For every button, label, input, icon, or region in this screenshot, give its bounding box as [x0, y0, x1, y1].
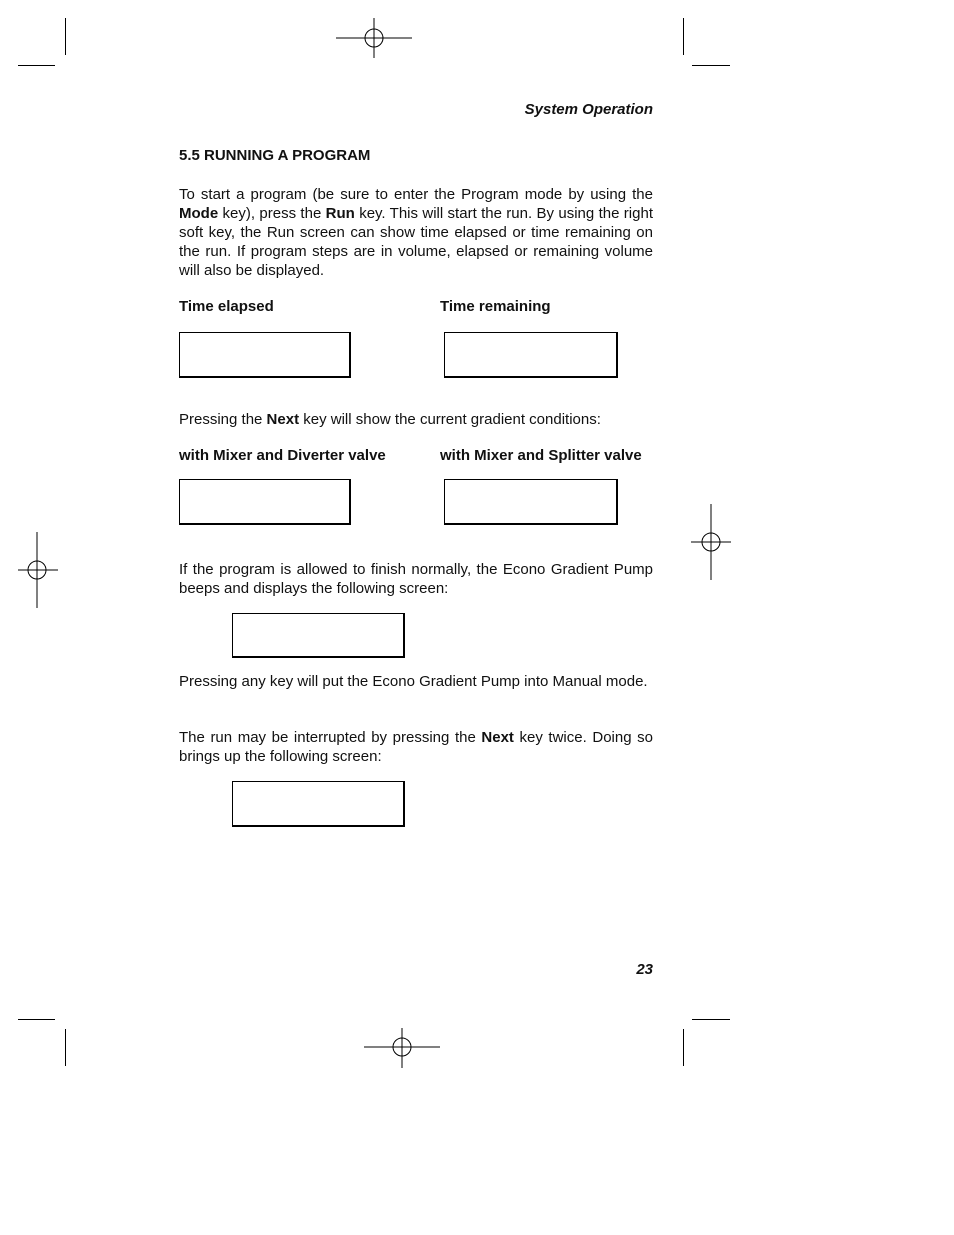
crop-mark — [18, 1019, 55, 1020]
run-interrupted-screen — [232, 781, 405, 827]
registration-mark-icon — [364, 1028, 440, 1068]
page-number: 23 — [636, 961, 653, 978]
crop-mark — [65, 1029, 66, 1066]
registration-mark-icon — [691, 504, 731, 580]
time-remaining-screen — [444, 332, 618, 378]
interrupt-paragraph: The run may be interrupted by pressing the Next key twice. Doing so brings up the following screen: — [179, 729, 653, 765]
crop-mark — [692, 1019, 730, 1020]
running-header: System Operation — [524, 101, 653, 118]
next-key: Next — [266, 411, 300, 428]
program-finished-screen — [232, 613, 405, 658]
mixer-diverter-screen — [179, 479, 351, 525]
next-key-paragraph: Pressing the Next key will show the current gradient conditions: — [179, 411, 601, 428]
crop-mark — [692, 65, 730, 66]
time-elapsed-label: Time elapsed — [179, 298, 274, 315]
mixer-splitter-screen — [444, 479, 618, 525]
time-elapsed-screen — [179, 332, 351, 378]
next-key: Next — [481, 729, 514, 746]
registration-mark-icon — [336, 18, 412, 58]
run-key: Run — [325, 205, 355, 222]
crop-mark — [683, 18, 684, 55]
crop-mark — [683, 1029, 684, 1066]
crop-mark — [18, 65, 55, 66]
time-remaining-label: Time remaining — [440, 298, 551, 315]
section-heading: 5.5 RUNNING A PROGRAM — [179, 147, 371, 164]
mode-key: Mode — [179, 205, 219, 222]
manual-mode-paragraph: Pressing any key will put the Econo Gradient Pump into Manual mode. — [179, 673, 648, 690]
intro-paragraph: To start a program (be sure to enter the Program mode by using the Mode key), press the Run key. This will start the run. By using the right soft key, the Run screen can show time elapsed or time remaining on the run. If program steps are in volume, elapsed or remaining volume will also be displayed. — [179, 186, 653, 279]
finish-paragraph: If the program is allowed to finish normally, the Econo Gradient Pump beeps and displays the following screen: — [179, 561, 653, 597]
mixer-diverter-label: with Mixer and Diverter valve — [179, 447, 386, 464]
crop-mark — [65, 18, 66, 55]
registration-mark-icon — [18, 532, 58, 608]
mixer-splitter-label: with Mixer and Splitter valve — [440, 447, 642, 464]
